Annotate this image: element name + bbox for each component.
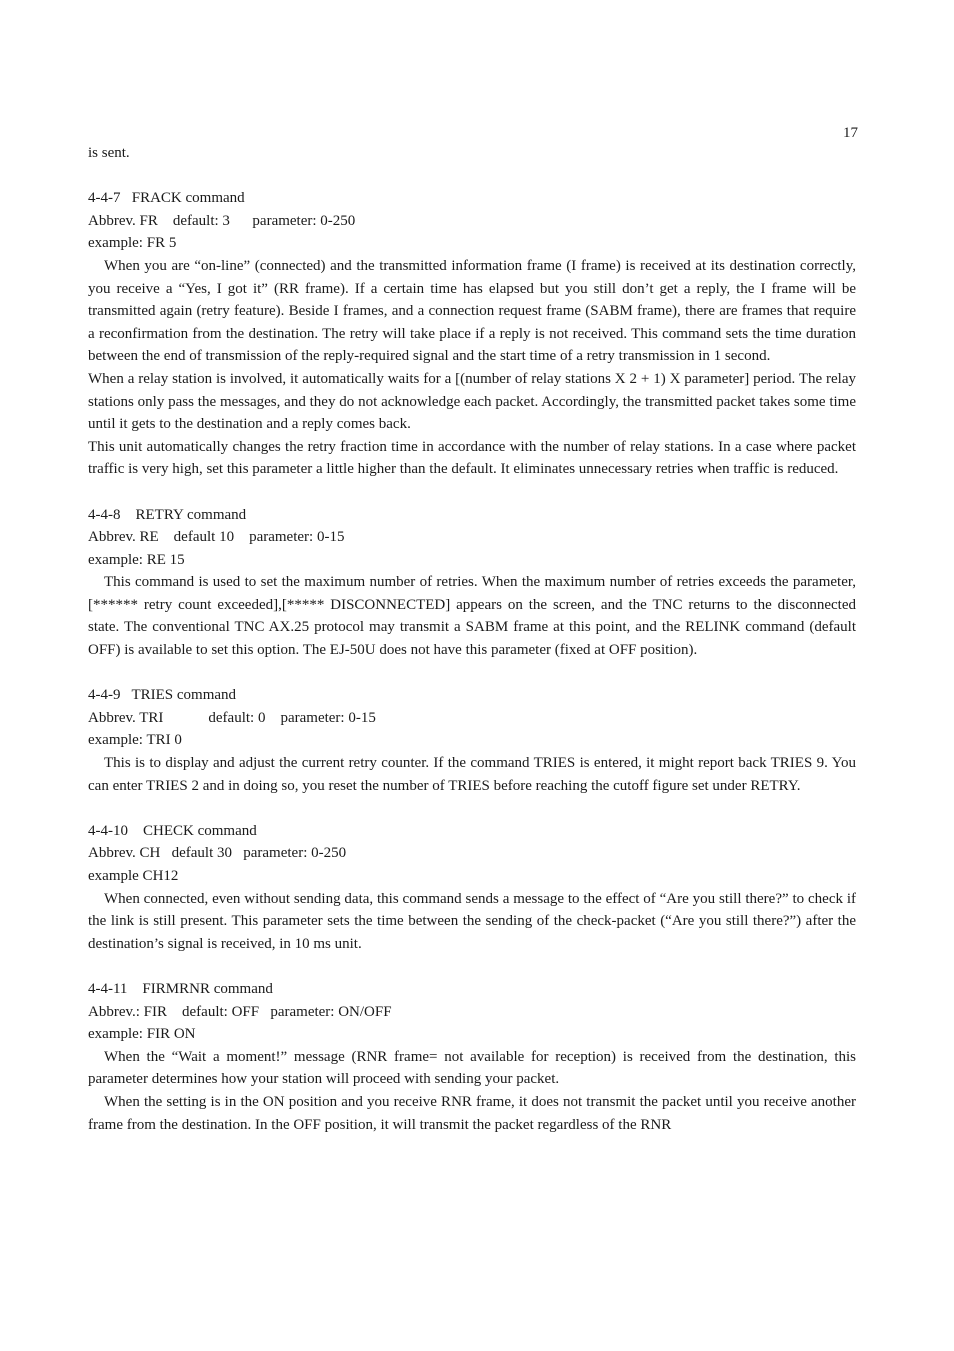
example-line: example: FR 5 <box>88 235 177 252</box>
section-check <box>88 820 856 956</box>
example-line: example: FIR ON <box>88 1026 196 1043</box>
section-heading: 4-4-8 RETRY command <box>88 506 247 523</box>
example-line: example CH12 <box>88 868 179 884</box>
abbrev-line: Abbrev. TRI default: 0 parameter: 0-15 <box>88 709 376 726</box>
section-firmrnr <box>88 978 856 1136</box>
intro-line: is sent. <box>88 145 130 161</box>
example-line: example: RE 15 <box>88 551 185 568</box>
spacer <box>88 662 856 685</box>
body-paragraph: When connected, even without sending data, this command sends a message to the effect of “Are you still there?” to check if the link is still present. This parameter sets the time between the sending of the check-packet (“Are you still there?”) after the destination’s signal is received, in 10 ms unit. <box>88 890 856 952</box>
body-paragraph: This command is used to set the maximum number of retries. When the maximum number of retries exceeds the parameter, [****** retry count exceeded],[***** DISCONNECTED] appears on the screen, and the TNC returns to the disconnected state. The conventional TNC AX.25 protocol may transmit a SABM frame at this point, and the RELINK command (default OFF) is available to set this option. The EJ-50U does not have this parameter (fixed at OFF position). <box>88 574 856 659</box>
body-paragraph: This is to display and adjust the current retry counter. If the command TRIES is entered, it might report back TRIES 9. You can enter TRIES 2 and in doing so, you reset the number of TRIES before reaching the cutoff figure set under RETRY. <box>88 755 856 794</box>
body-paragraph: When a relay station is involved, it automatically waits for a [(number of relay stations X 2 + 1) X parameter] period. The relay stations only pass the messages, and they do not acknowledge each packet. Accordingly, the transmitted packet takes some time until it gets to the destination and a reply comes back. <box>88 370 856 433</box>
spacer <box>88 797 856 820</box>
spacer <box>88 165 856 188</box>
body-paragraph: When you are “on-line” (connected) and the transmitted information frame (I frame) is received at its destination correctly, you receive a “Yes, I got it” (RR frame). If a certain time has elapsed but you still don’t get a reply, the I frame will be transmitted again (retry feature). Beside I frames, and a connection request frame (SABM frame), there are frames that require a reconfirmation from the destination. The retry will take place if a reply is not received. This command sets the time duration between the end of transmission of the reply-required signal and the start time of a retry transmission in 1 second. <box>88 257 856 365</box>
abbrev-line: Abbrev. RE default 10 parameter: 0-15 <box>88 529 345 546</box>
abbrev-line: Abbrev. FR default: 3 parameter: 0-250 <box>88 212 356 229</box>
section-heading: 4-4-9 TRIES command <box>88 687 237 704</box>
spacer <box>88 481 856 504</box>
example-line: example: TRI 0 <box>88 732 182 749</box>
section-heading: 4-4-10 CHECK command <box>88 822 257 839</box>
page-number: 17 <box>843 125 858 141</box>
abbrev-line: Abbrev. CH default 30 parameter: 0-250 <box>88 845 347 862</box>
body-paragraph: When the “Wait a moment!” message (RNR frame= not available for reception) is received from the destination, this parameter determines how your station will proceed with sending your packet. <box>88 1048 856 1088</box>
abbrev-line: Abbrev.: FIR default: OFF parameter: ON/OFF <box>88 1003 392 1020</box>
section-retry <box>88 504 856 662</box>
page-content <box>88 142 856 1136</box>
body-paragraph: When the setting is in the ON position and you receive RNR frame, it does not transmit the packet until you receive another frame from the destination. In the OFF position, it will transmit the packet regardless of the RNR <box>88 1093 856 1133</box>
body-paragraph: This unit automatically changes the retry fraction time in accordance with the number of relay stations. In a case where packet traffic is very high, set this parameter a little higher than the default. It eliminates unnecessary retries when traffic is reduced. <box>88 438 856 478</box>
section-tries <box>88 684 856 797</box>
section-heading: 4-4-7 FRACK command <box>88 190 245 207</box>
spacer <box>88 955 856 978</box>
section-frack <box>88 187 856 481</box>
section-heading: 4-4-11 FIRMRNR command <box>88 980 273 997</box>
